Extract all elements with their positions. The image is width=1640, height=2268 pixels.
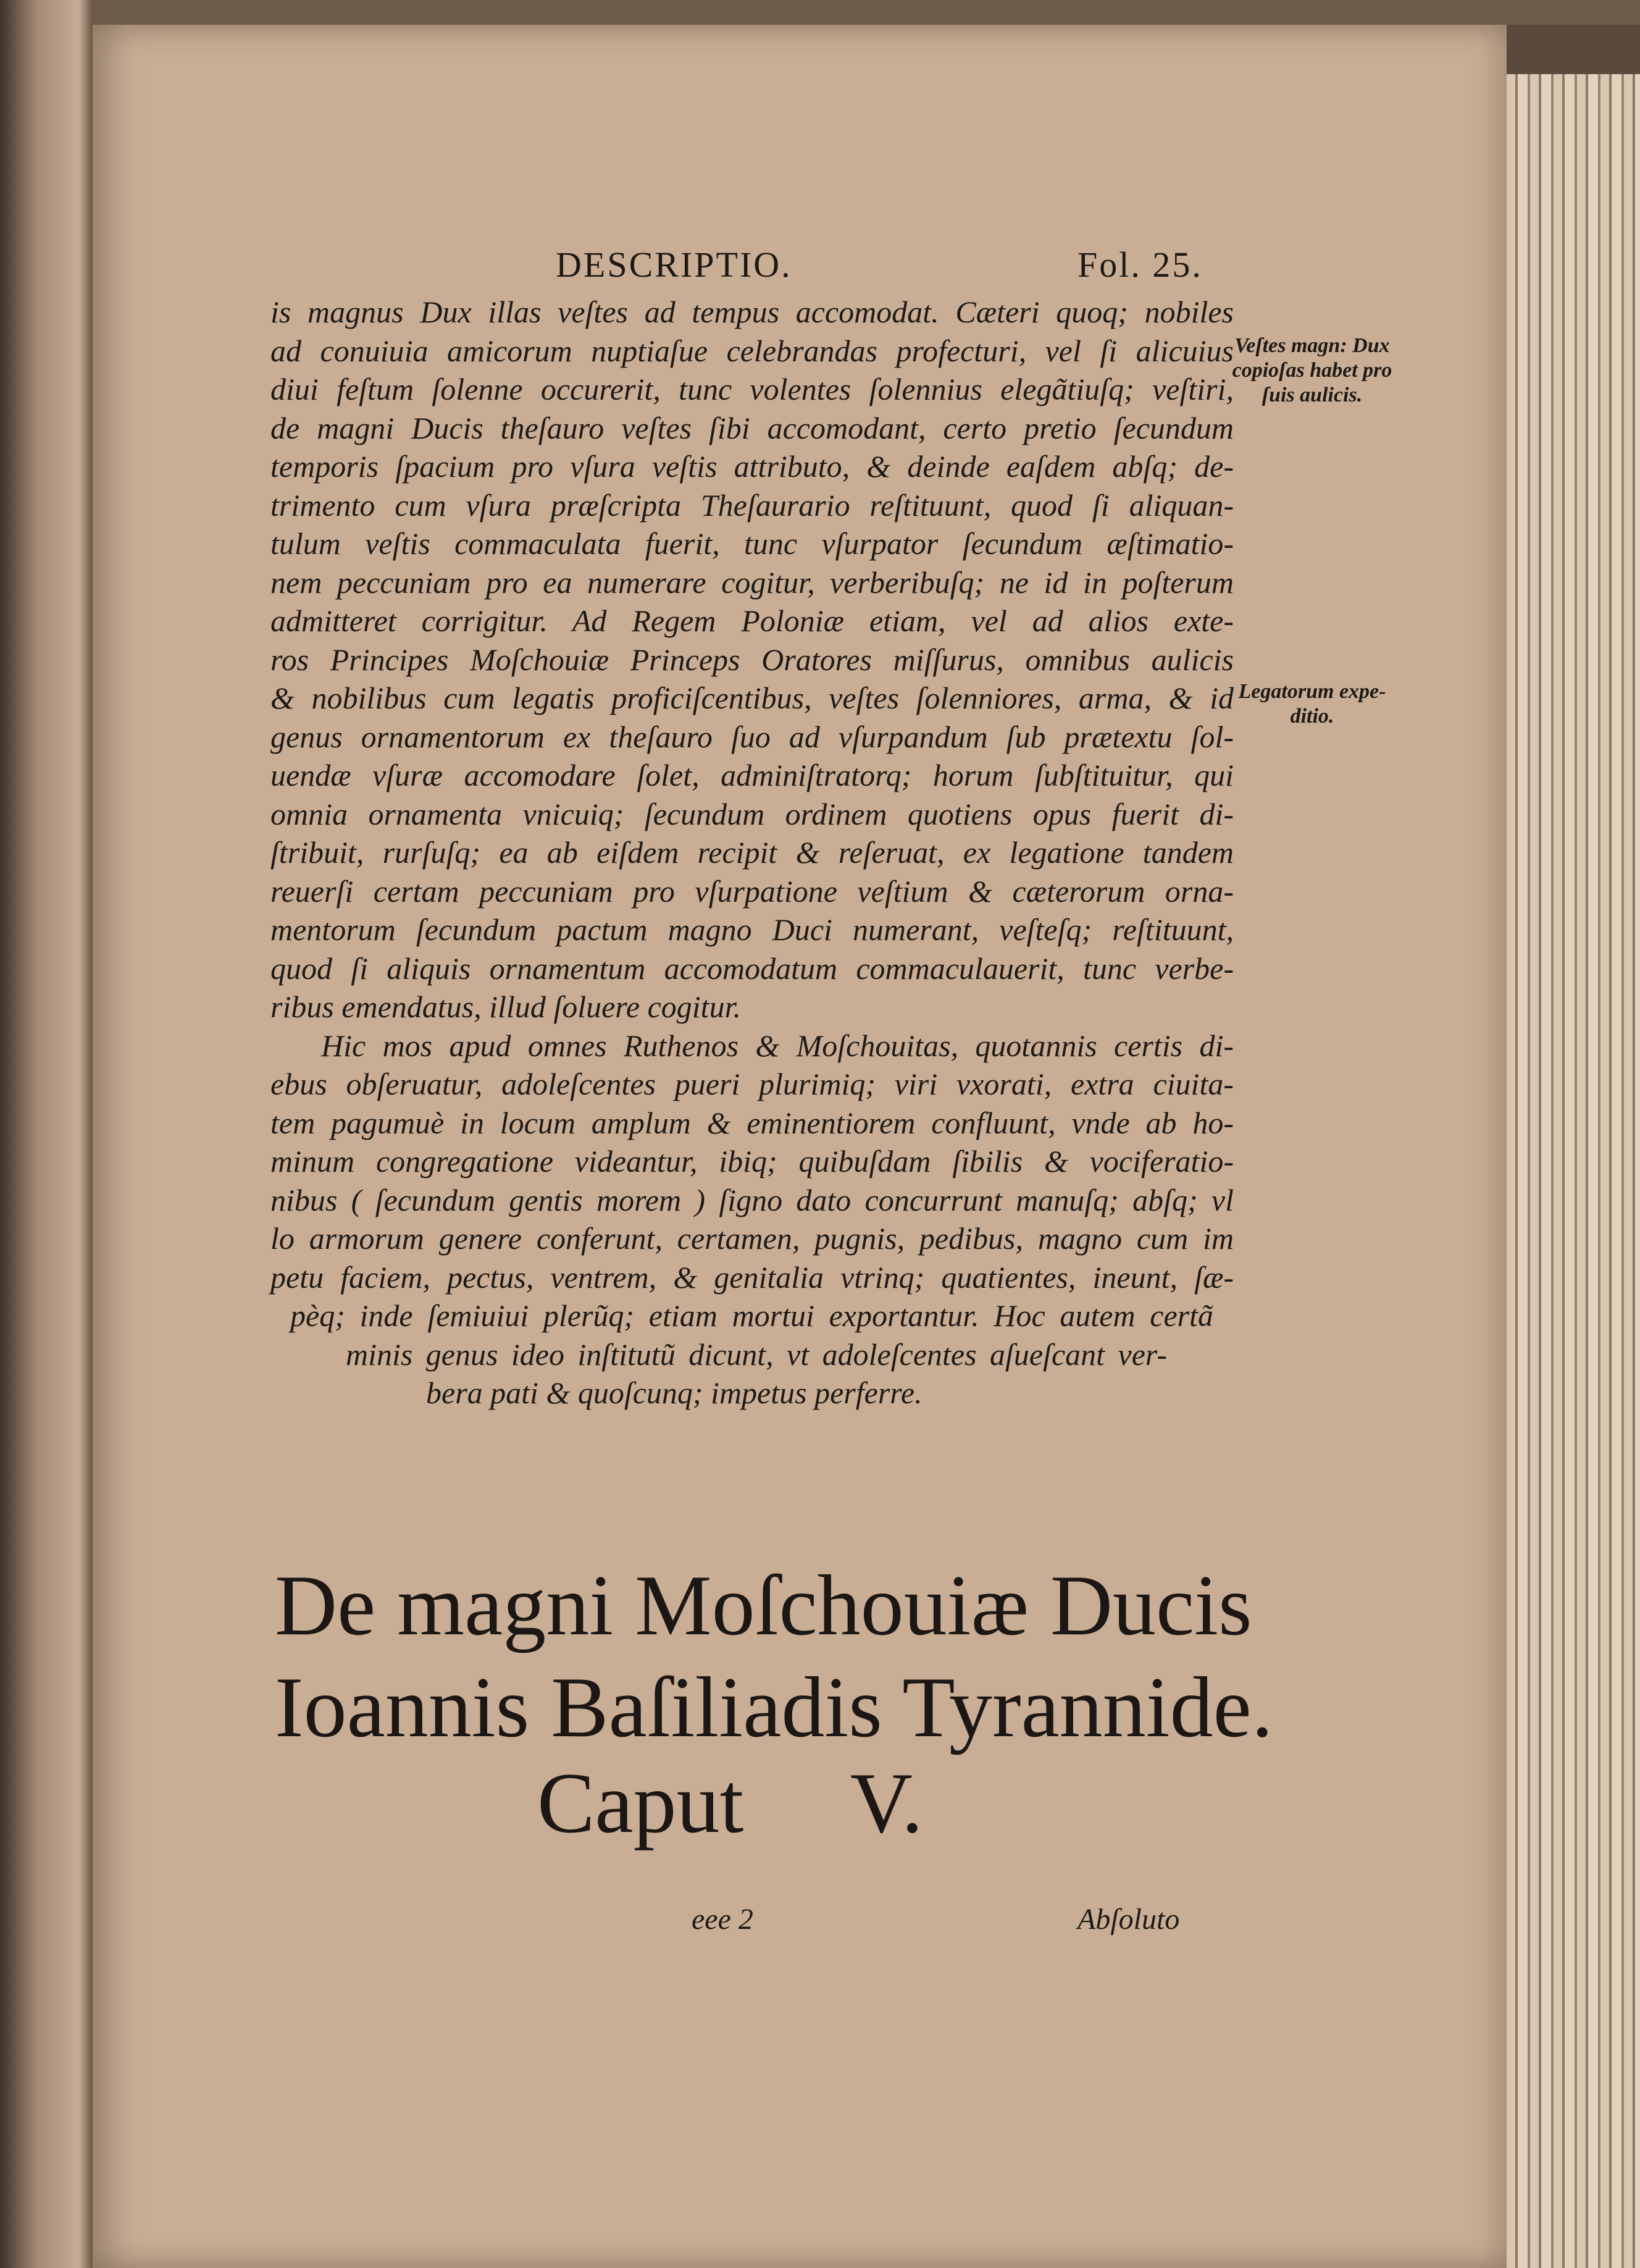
text-line: ebus obſeruatur, adoleſcentes pueri plurimiq; viri vxorati, extra ciuita-: [270, 1067, 1234, 1101]
running-title: DESCRIPTIO.: [556, 245, 792, 285]
text-line: de magni Ducis theſauro veſtes ſibi accomodant, certo pretio ſecundum: [270, 410, 1234, 445]
margin-note-line: Veſtes magn: Dux: [1234, 334, 1390, 357]
text-line: minis genus ideo inſtitutũ dicunt, vt adoleſcentes aſueſcant ver-: [346, 1337, 1167, 1372]
text-line: nibus ( ſecundum gentis morem ) ſigno dato concurrunt manuſq; abſq; vl: [270, 1182, 1234, 1217]
text-line: admitteret corrigitur. Ad Regem Poloniæ etiam, vel ad alios exte-: [270, 603, 1234, 638]
text-line: & nobilibus cum legatis proficiſcentibus, veſtes ſolenniores, arma, & id: [270, 681, 1234, 715]
text-line: ſtribuit, rurſuſq; ea ab eiſdem recipit & reſeruat, ex legatione tandem: [270, 835, 1234, 870]
catchword: Abſoluto: [1077, 1903, 1180, 1936]
text-line: tulum veſtis commaculata fuerit, tunc vſurpator ſecundum æſtimatio-: [270, 526, 1234, 561]
page-edges: [1507, 74, 1640, 2268]
text-line: mentorum ſecundum pactum magno Duci numerant, veſteſq; reſtituunt,: [270, 912, 1234, 947]
text-line: temporis ſpacium pro vſura veſtis attributo, & deinde eaſdem abſq; de-: [270, 449, 1234, 484]
facing-page-edge: [0, 0, 93, 2268]
margin-note-line: Legatorum expe-: [1238, 680, 1386, 703]
chapter-title-line-2: Ioannis Baſiliadis Tyrannide.: [275, 1660, 1273, 1755]
text-line: trimento cum vſura præſcripta Theſaurario reſtituunt, quod ſi aliquan-: [270, 487, 1234, 523]
text-line: ribus emendatus, illud ſoluere cogitur.: [270, 989, 741, 1024]
text-line: pèq; inde ſemiuiui plerũq; etiam mortui exportantur. Hoc autem certã: [290, 1298, 1213, 1333]
folio-number: Fol. 25.: [1077, 245, 1203, 285]
scan-top-border: [0, 0, 1640, 25]
text-line: reuerſi certam peccuniam pro vſurpatione veſtium & cæterorum orna-: [270, 873, 1234, 909]
text-line: genus ornamentorum ex theſauro ſuo ad vſurpandum ſub prætextu ſol-: [270, 719, 1234, 754]
text-line: ad conuiuia amicorum nuptiaſue celebrandas profecturi, vel ſi alicuius: [270, 333, 1234, 368]
text-line: tem pagumuè in locum amplum & eminentiorem confluunt, vnde ab ho-: [270, 1105, 1234, 1140]
text-line: quod ſi aliquis ornamentum accomodatum commaculauerit, tunc verbe-: [270, 951, 1234, 986]
text-line: diui feſtum ſolenne occurerit, tunc volentes ſolennius elegãtiuſq; veſtiri,: [270, 372, 1234, 406]
margin-note-line: copioſas habet pro: [1232, 359, 1392, 382]
signature-mark: eee 2: [692, 1903, 753, 1936]
margin-note-line: ditio.: [1290, 705, 1334, 728]
text-line: minum congregatione videantur, ibiq; quibuſdam ſibilis & vociferatio-: [270, 1144, 1234, 1178]
text-line: nem peccuniam pro ea numerare cogitur, verberibuſq; ne id in poſterum: [270, 565, 1234, 600]
margin-note-2: [1220, 679, 1405, 729]
text-line: petu faciem, pectus, ventrem, & genitalia vtrinq; quatientes, ineunt, ſæ-: [270, 1259, 1234, 1295]
chapter-title-line-1: De magni Moſchouiæ Ducis: [275, 1558, 1252, 1653]
text-line: uendæ vſuræ accomodare ſolet, adminiſtratorq; horum ſubſtituitur, qui: [270, 758, 1234, 792]
text-line: is magnus Dux illas veſtes ad tempus accomodat. Cæteri quoq; nobiles: [270, 295, 1234, 329]
text-line: lo armorum genere conferunt, certamen, pugnis, pedibus, magno cum im: [270, 1221, 1234, 1256]
text-line: omnia ornamenta vnicuiq; ſecundum ordinem quotiens opus fuerit di-: [270, 796, 1234, 831]
margin-note-1: [1220, 334, 1405, 408]
margin-note-line: ſuis aulicis.: [1261, 384, 1363, 406]
text-line: bera pati & quoſcunq; impetus perferre.: [426, 1376, 922, 1410]
text-line: Hic mos apud omnes Ruthenos & Moſchouitas, quotannis certis di-: [270, 1028, 1234, 1063]
chapter-title-line-3: Caput V.: [537, 1755, 923, 1851]
text-line: ros Principes Moſchouiæ Princeps Oratores miſſurus, omnibus aulicis: [270, 642, 1234, 677]
